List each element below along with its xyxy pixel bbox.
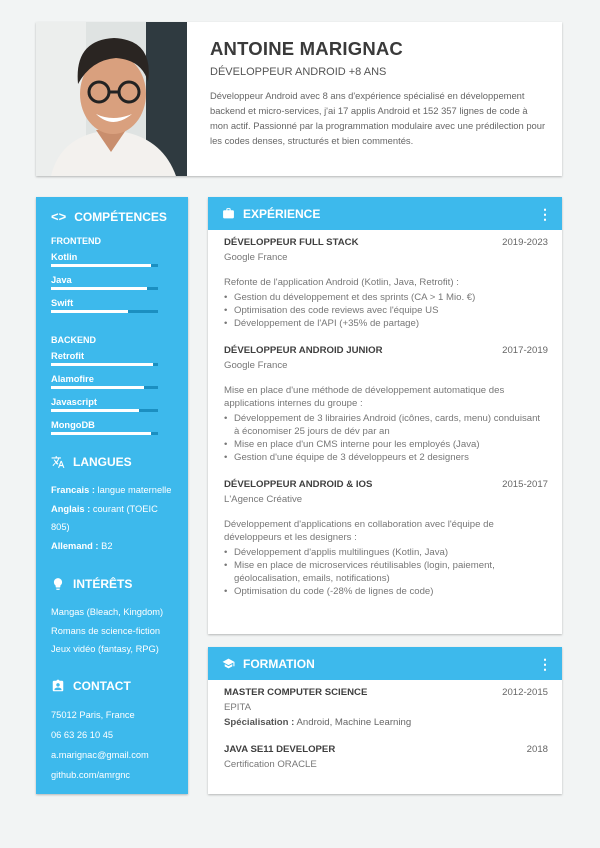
skill-group-label: FRONTEND xyxy=(51,236,101,246)
job-company: L'Agence Créative xyxy=(224,494,303,505)
job-bullet: • Mise en place d'un CMS interne pour les employés (Java) xyxy=(224,438,548,451)
degree-years: 2018 xyxy=(526,744,548,755)
skill-level-bar xyxy=(51,409,158,412)
interest-item: Mangas (Bleach, Kingdom) xyxy=(51,607,164,617)
job-description: Mise en place d'une méthode de développement automatique des applications internes du groupe : xyxy=(224,385,505,409)
skill-name: Java xyxy=(51,275,72,285)
interests-list xyxy=(51,603,173,659)
language-name: Francais : xyxy=(51,485,95,495)
contact-heading: CONTACT xyxy=(51,679,173,693)
school-name: EPITA xyxy=(224,702,252,713)
interest-item: Jeux vidéo (fantasy, RPG) xyxy=(51,644,159,654)
skill-level-bar xyxy=(51,432,158,435)
job-bullet: • Optimisation des code reviews avec l'équipe US xyxy=(224,304,548,317)
language-level: langue maternelle xyxy=(97,485,172,495)
skill-name: Retrofit xyxy=(51,351,85,361)
job-bullet: • Gestion d'une équipe de 3 développeurs et 2 designers xyxy=(224,451,548,464)
skill-level-fill xyxy=(51,386,144,389)
skill-name: Javascript xyxy=(51,397,97,407)
job-title: DÉVELOPPEUR ANDROID & IOS xyxy=(224,479,373,490)
job-bullets xyxy=(224,412,548,464)
candidate-name: ANTOINE MARIGNAC xyxy=(210,38,403,59)
specialisation xyxy=(224,717,548,728)
job-years: 2017-2019 xyxy=(502,345,548,356)
contact-badge-icon xyxy=(51,679,65,693)
language-name: Allemand : xyxy=(51,540,99,551)
skill-level-bar xyxy=(51,310,158,313)
job-bullets xyxy=(224,291,548,330)
experience-list xyxy=(208,230,562,598)
skill-level-fill xyxy=(51,287,147,290)
education-header: FORMATION ⋮ xyxy=(208,647,562,680)
skill-level-bar xyxy=(51,386,158,389)
profile-summary: Développeur Android avec 8 ans d'expérience spécialisé en développement backend et micro-services, j'ai 17 applis Android et 152 357 lignes de code à mon actif. Passionné par la programmation modulaire avec une prédilection pour les codes denses, structurés et bien commentés. xyxy=(210,90,546,146)
contact-list xyxy=(51,705,173,785)
skill-level-fill xyxy=(51,409,139,412)
skill-level-fill xyxy=(51,264,151,267)
languages-heading: LANGUES xyxy=(51,455,173,469)
school-name: Certification ORACLE xyxy=(224,759,317,770)
contact-item: 06 63 26 10 45 xyxy=(51,729,114,740)
education-card xyxy=(208,647,562,794)
job-bullet: • Développement de l'API (+35% de partage) xyxy=(224,317,548,330)
translate-icon xyxy=(51,455,65,469)
job-years: 2019-2023 xyxy=(502,237,548,248)
language-name: Anglais : xyxy=(51,503,91,514)
job-company: Google France xyxy=(224,252,288,263)
education-entry xyxy=(224,687,548,728)
degree-title: JAVA SE11 DEVELOPER xyxy=(224,744,336,755)
skill-group-label: BACKEND xyxy=(51,335,96,345)
job-bullet: • Mise en place de microservices réutilisables (login, paiement, géolocalisation, emails, notifications) xyxy=(224,559,548,585)
job-entry xyxy=(224,237,548,330)
skill-level-bar xyxy=(51,264,158,267)
profile-photo xyxy=(36,22,187,176)
contact-item[interactable]: a.marignac@gmail.com xyxy=(51,749,149,760)
job-description: Développement d'applications en collaboration avec l'équipe de développeurs et les designers : xyxy=(224,519,494,543)
education-list xyxy=(208,680,562,770)
job-description: Refonte de l'application Android (Kotlin, Java, Retrofit) : xyxy=(224,277,459,288)
language-item xyxy=(51,481,173,500)
experience-header: EXPÉRIENCE ⋮ xyxy=(208,197,562,230)
contact-item[interactable]: github.com/amrgnc xyxy=(51,769,131,780)
lightbulb-icon xyxy=(51,577,65,591)
skill-name: Kotlin xyxy=(51,252,78,262)
languages-list xyxy=(51,481,173,555)
skill-level-fill xyxy=(51,432,151,435)
education-entry xyxy=(224,744,548,770)
skill-level-bar xyxy=(51,287,158,290)
job-company: Google France xyxy=(224,360,288,371)
language-item xyxy=(51,500,173,537)
candidate-title: DÉVELOPPEUR ANDROID +8 ANS xyxy=(210,66,387,78)
skill-level-bar xyxy=(51,363,158,366)
language-item xyxy=(51,537,173,556)
degree-years: 2012-2015 xyxy=(502,687,548,698)
briefcase-icon xyxy=(222,207,235,220)
job-bullets xyxy=(224,546,548,598)
header-card xyxy=(36,22,562,176)
specialisation-label: Spécialisation : xyxy=(224,717,295,728)
job-bullet: • Optimisation du code (-28% de lignes de code) xyxy=(224,585,548,598)
more-menu-icon[interactable]: ⋮ xyxy=(538,205,552,222)
skill-name: Swift xyxy=(51,298,74,308)
sidebar xyxy=(36,197,188,794)
specialisation-value: Android, Machine Learning xyxy=(296,717,412,728)
skill-level-fill xyxy=(51,363,153,366)
experience-card xyxy=(208,197,562,634)
interests-heading: INTÉRÊTS xyxy=(51,577,173,591)
job-title: DÉVELOPPEUR ANDROID JUNIOR xyxy=(224,345,383,356)
skills-heading: <> COMPÉTENCES xyxy=(51,209,167,224)
contact-item: 75012 Paris, France xyxy=(51,709,135,720)
job-entry xyxy=(224,479,548,598)
job-bullet: • Développement de 3 librairies Android (icônes, cards, menu) conduisant à économiser 25 jours de dév par an xyxy=(224,412,548,438)
code-icon: <> xyxy=(51,209,67,224)
job-bullet: • Développement d'applis multilingues (Kotlin, Java) xyxy=(224,546,548,559)
job-title: DÉVELOPPEUR FULL STACK xyxy=(224,237,359,248)
job-years: 2015-2017 xyxy=(502,479,548,490)
skill-level-fill xyxy=(51,310,128,313)
skill-name: MongoDB xyxy=(51,420,95,430)
interest-item: Romans de science-fiction xyxy=(51,625,161,636)
graduation-cap-icon xyxy=(222,657,235,670)
job-entry xyxy=(224,345,548,464)
degree-title: MASTER COMPUTER SCIENCE xyxy=(224,687,368,698)
skill-name: Alamofire xyxy=(51,374,94,384)
language-level: courant (TOEIC 805) xyxy=(51,503,158,532)
skills-list xyxy=(51,236,173,435)
job-bullet: • Gestion du développement et des sprints (CA > 1 Mio. €) xyxy=(224,291,548,304)
language-level: B2 xyxy=(101,540,113,551)
more-menu-icon[interactable]: ⋮ xyxy=(538,655,552,672)
